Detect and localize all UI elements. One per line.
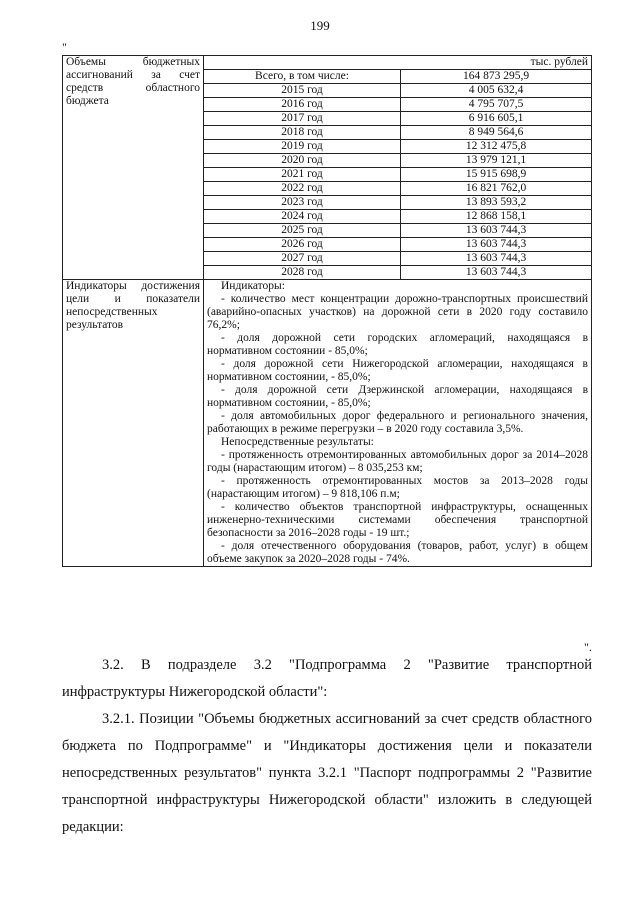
year-cell: 2020 год <box>204 154 401 168</box>
year-cell: 2022 год <box>204 182 401 196</box>
amount-cell: 8 949 564,6 <box>401 126 592 140</box>
amount-cell: 13 603 744,3 <box>401 224 592 238</box>
amount-cell: 13 603 744,3 <box>401 252 592 266</box>
indicators-title: Индикаторы: <box>221 280 285 292</box>
unit-row <box>63 56 592 70</box>
paragraph-3-2: 3.2. В подразделе 3.2 "Подпрограмма 2 "Развитие транспортной инфраструктуры Нижегородской области": <box>62 657 592 700</box>
year-cell: 2028 год <box>204 266 401 280</box>
year-cell: 2027 год <box>204 252 401 266</box>
year-cell: 2021 год <box>204 168 401 182</box>
year-cell: 2023 год <box>204 196 401 210</box>
results-title: Непосредственные результаты: <box>221 436 374 448</box>
amount-cell: 12 868 158,1 <box>401 210 592 224</box>
indicators-label-cell: Индикаторы достижения цели и показатели непосредственных результатов <box>63 280 204 567</box>
passport-table <box>62 55 592 567</box>
indicator-item: - доля дорожной сети городских агломераций, находящаяся в нормативном состоянии - 85,0%; <box>207 332 588 357</box>
unit-cell: тыс. рублей <box>204 56 592 70</box>
amount-cell: 4 795 707,5 <box>401 98 592 112</box>
total-label: Всего, в том числе: <box>204 70 401 84</box>
opening-quote-mark: " <box>62 40 67 54</box>
indicators-text-cell <box>204 280 592 567</box>
year-cell: 2018 год <box>204 126 401 140</box>
budget-label-cell: Объемы бюджетных ассигнований за счет средств областного бюджета <box>63 56 204 280</box>
indicator-item: - доля автомобильных дорог федерального и регионального значения, работающих в режиме перегрузки – в 2020 году составила 3,5%. <box>207 410 588 435</box>
year-cell: 2019 год <box>204 140 401 154</box>
year-cell: 2024 год <box>204 210 401 224</box>
amount-cell: 6 916 605,1 <box>401 112 592 126</box>
result-item: - протяженность отремонтированных мостов за 2013–2028 годы (нарастающим итогом) – 9 818,106 п.м; <box>207 475 588 500</box>
amount-cell: 16 821 762,0 <box>401 182 592 196</box>
amount-cell: 15 915 698,9 <box>401 168 592 182</box>
amount-cell: 13 893 593,2 <box>401 196 592 210</box>
result-item: - доля отечественного оборудования (товаров, работ, услуг) в общем объеме закупок за 2020–2028 годы - 74%. <box>207 540 588 565</box>
page-number: 199 <box>310 18 330 33</box>
amount-cell: 13 979 121,1 <box>401 154 592 168</box>
amount-cell: 13 603 744,3 <box>401 238 592 252</box>
result-item: - количество объектов транспортной инфраструктуры, оснащенных инженерно-техническими системами обеспечения транспортной безопасности за 2016–2028 годы - 19 шт.; <box>207 501 588 539</box>
year-cell: 2016 год <box>204 98 401 112</box>
total-value: 164 873 295,9 <box>401 70 592 84</box>
indicator-item: - доля дорожной сети Нижегородской агломерации, находящаяся в нормативном состоянии, - 85,0%; <box>207 358 588 383</box>
year-cell: 2025 год <box>204 224 401 238</box>
indicators-row <box>63 280 592 567</box>
body-text <box>62 652 592 841</box>
amount-cell: 13 603 744,3 <box>401 266 592 280</box>
amount-cell: 12 312 475,8 <box>401 140 592 154</box>
year-cell: 2015 год <box>204 84 401 98</box>
indicator-item: - количество мест концентрации дорожно-транспортных происшествий (аварийно-опасных участков) на дорожной сети в 2020 году составило 76,2%; <box>207 293 588 331</box>
amount-cell: 4 005 632,4 <box>401 84 592 98</box>
year-cell: 2017 год <box>204 112 401 126</box>
indicator-item: - доля дорожной сети Дзержинской агломерации, находящаяся в нормативном состоянии, - 85,0%; <box>207 384 588 409</box>
year-cell: 2026 год <box>204 238 401 252</box>
closing-quote-mark: ". <box>584 640 592 654</box>
result-item: - протяженность отремонтированных автомобильных дорог за 2014–2028 годы (нарастающим итогом) – 8 035,253 км; <box>207 449 588 474</box>
paragraph-3-2-1: 3.2.1. Позиции "Объемы бюджетных ассигнований за счет средств областного бюджета по Подпрограмме" и "Индикаторы достижения цели и показатели непосредственных результатов" пункта 3.2.1 "Паспорт подпрограммы 2 "Развитие транспортной инфраструктуры Нижегородской области" изложить в следующей редакции: <box>62 711 592 835</box>
